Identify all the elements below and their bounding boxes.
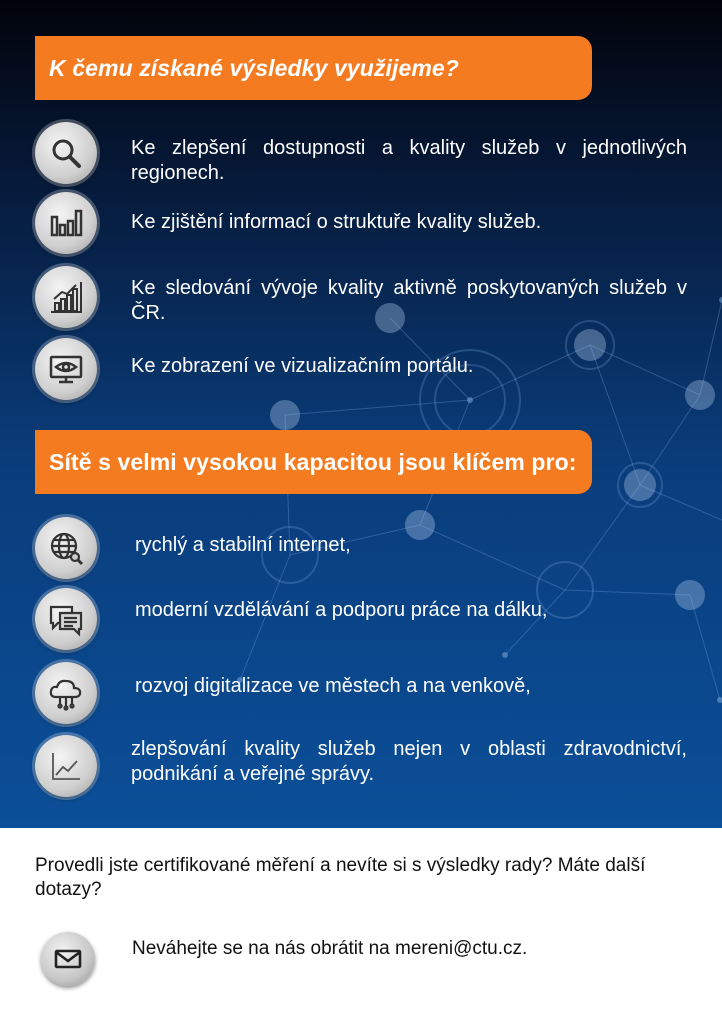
contact-email-text[interactable]: Neváhejte se na nás obrátit na mereni@ctu.cz.: [132, 938, 528, 959]
section2-title: Sítě s velmi vysokou kapacitou jsou klíčem pro:: [35, 430, 592, 494]
monitor-eye-icon: [35, 338, 97, 400]
list-item-text: Ke zlepšení dostupnosti a kvality služeb v jednotlivých regionech.: [131, 137, 687, 184]
list-item-text: rozvoj digitalizace ve městech a na venkově,: [135, 675, 531, 697]
list-item-text: zlepšování kvality služeb nejen v oblasti zdravodnictví, podnikání a veřejné správy.: [131, 738, 687, 785]
growth-chart-icon: [35, 266, 97, 328]
bar-chart-icon: [35, 192, 97, 254]
contact-question: Provedli jste certifikované měření a nevíte si s výsledky rady? Máte další dotazy?: [35, 855, 646, 900]
line-chart-icon: [35, 735, 97, 797]
envelope-icon[interactable]: [41, 932, 95, 986]
contact-section: [0, 828, 722, 1024]
chat-document-icon: [35, 588, 97, 650]
list-item-text: rychlý a stabilní internet,: [135, 534, 351, 556]
list-item-text: Ke zobrazení ve vizualizačním portálu.: [131, 355, 474, 377]
list-item-text: moderní vzdělávání a podporu práce na dálku,: [135, 599, 548, 621]
globe-search-icon: [35, 517, 97, 579]
section1-title: K čemu získané výsledky využijeme?: [35, 36, 592, 100]
search-icon: [35, 122, 97, 184]
list-item-text: Ke zjištění informací o struktuře kvality služeb.: [131, 211, 542, 233]
cloud-network-icon: [35, 662, 97, 724]
list-item-text: Ke sledování vývoje kvality aktivně poskytovaných služeb v ČR.: [131, 277, 687, 324]
